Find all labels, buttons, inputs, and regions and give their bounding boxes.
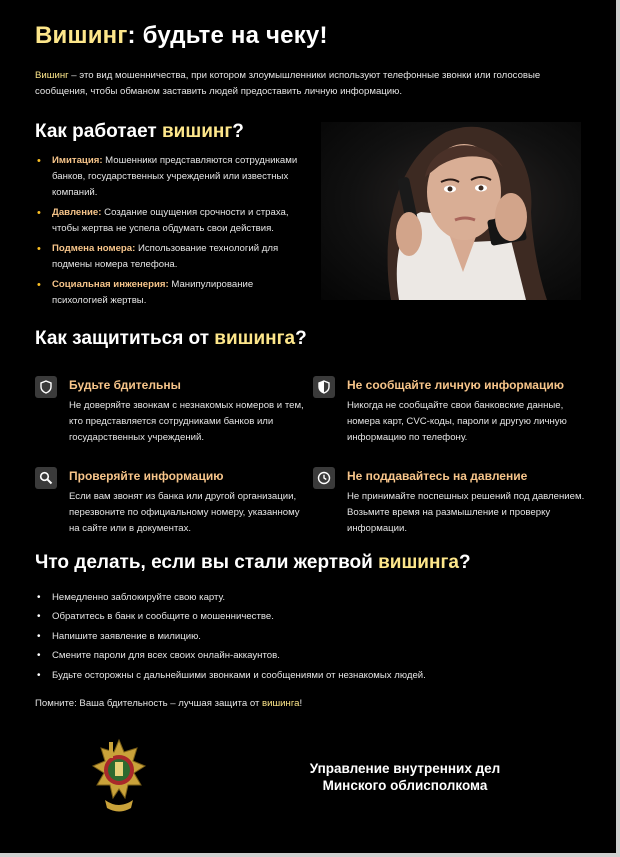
item-text: Использование технологий для подмены номера телефона. [52,243,279,270]
item-text: Манипулирование психологией жертвы. [52,279,254,306]
bullet-icon: • [37,669,41,681]
victim-heading-pre: Что делать, если вы стали жертвой [35,552,379,573]
bullet-icon: • [37,155,41,167]
card-text: Если вам звонят из банка или другой организации, перезвоните по официальному номеру, указанному на сайте или в документах. [69,491,300,534]
list-item [35,669,426,682]
protect-heading [35,328,307,350]
card-title: Будьте бдительны [69,378,181,392]
card-title: Не поддавайтесь на давление [347,469,528,483]
page-edge-bottom [0,853,620,857]
how-list [35,153,310,313]
victim-heading [35,552,471,574]
item-term: Социальная инженерия: [52,279,169,290]
item-term: Имитация: [52,155,103,166]
list-item [35,153,310,201]
protect-heading-accent: вишинга [214,328,296,349]
list-item [35,205,310,237]
bullet-icon: • [37,243,41,255]
bullet-icon: • [37,279,41,291]
card-text: Не доверяйте звонкам с незнакомых номеров и тем, кто представляется сотрудниками банков или государственных учреждений. [69,400,304,443]
list-item [35,610,426,623]
org-line-1: Управление внутренних дел [309,761,501,776]
page-edge-right [616,0,620,857]
step-text: Будьте осторожны с дальнейшими звонками и сообщениями от незнакомых людей. [52,669,426,681]
bullet-icon: • [37,650,41,662]
reminder-accent: вишинга [262,698,300,709]
reminder-pre: Помните: Ваша бдительность – лучшая защита от [35,698,263,709]
step-text: Немедленно заблокируйте свою карту. [52,592,226,603]
list-item [35,591,426,604]
intro-term: Вишинг [35,70,69,81]
step-text: Напишите заявление в милицию. [52,630,201,642]
card-text: Не принимайте поспешных решений под давлением. Возьмите время на размышление и проверку информации. [347,491,585,534]
victim-heading-post: ? [458,552,471,573]
bullet-icon: • [37,630,41,642]
intro-paragraph [35,68,580,100]
list-item [35,277,310,309]
step-text: Смените пароли для всех своих онлайн-аккаунтов. [52,650,280,662]
item-text: Создание ощущения срочности и страха, чтобы жертва не успела обдумать свои действия. [52,207,289,234]
bullet-icon: • [37,207,41,219]
bullet-icon: • [37,592,41,603]
title-accent: Вишинг [35,22,128,49]
card-title: Проверяйте информацию [69,469,224,483]
protect-heading-post: ? [295,328,307,349]
list-item [35,630,426,643]
reminder-text [35,698,302,709]
how-heading [35,121,244,143]
how-heading-accent: вишинг [162,121,233,142]
step-text: Обратитесь в банк и сообщите о мошенничестве. [52,611,274,623]
page-title [35,22,328,50]
list-item [35,241,310,273]
title-rest: : будьте на чеку! [127,22,328,49]
victim-steps-list [35,591,426,688]
search-icon [35,467,57,489]
organization-name [262,760,548,794]
card-text: Никогда не сообщайте свои банковские данные, номера карт, CVC-коды, пароли и другую личную информацию по телефону. [347,400,567,443]
list-item [35,649,426,662]
shield-half-icon [313,376,335,398]
clock-icon [313,467,335,489]
how-heading-pre: Как работает [35,121,162,142]
shield-icon [35,376,57,398]
intro-text: – это вид мошенничества, при котором злоумышленники используют телефонные звонки или голосовые сообщения, чтобы обманом заставить людей предоставить личную информацию. [35,70,541,97]
org-line-2: Минского облисполкома [322,778,488,793]
woman-on-phones-photo [321,122,581,300]
card-title: Не сообщайте личную информацию [347,378,564,392]
item-term: Давление: [52,207,102,218]
victim-heading-accent: вишинга [378,552,459,573]
item-term: Подмена номера: [52,243,136,254]
reminder-post: ! [299,698,303,709]
how-heading-post: ? [232,121,244,142]
bullet-icon: • [37,611,41,623]
photo-illustration [321,122,581,300]
protect-heading-pre: Как защититься от [35,328,215,349]
item-text: Мошенники представляются сотрудниками банков, государственных учреждений или известных компаний. [52,155,298,198]
police-emblem-icon [91,738,147,816]
